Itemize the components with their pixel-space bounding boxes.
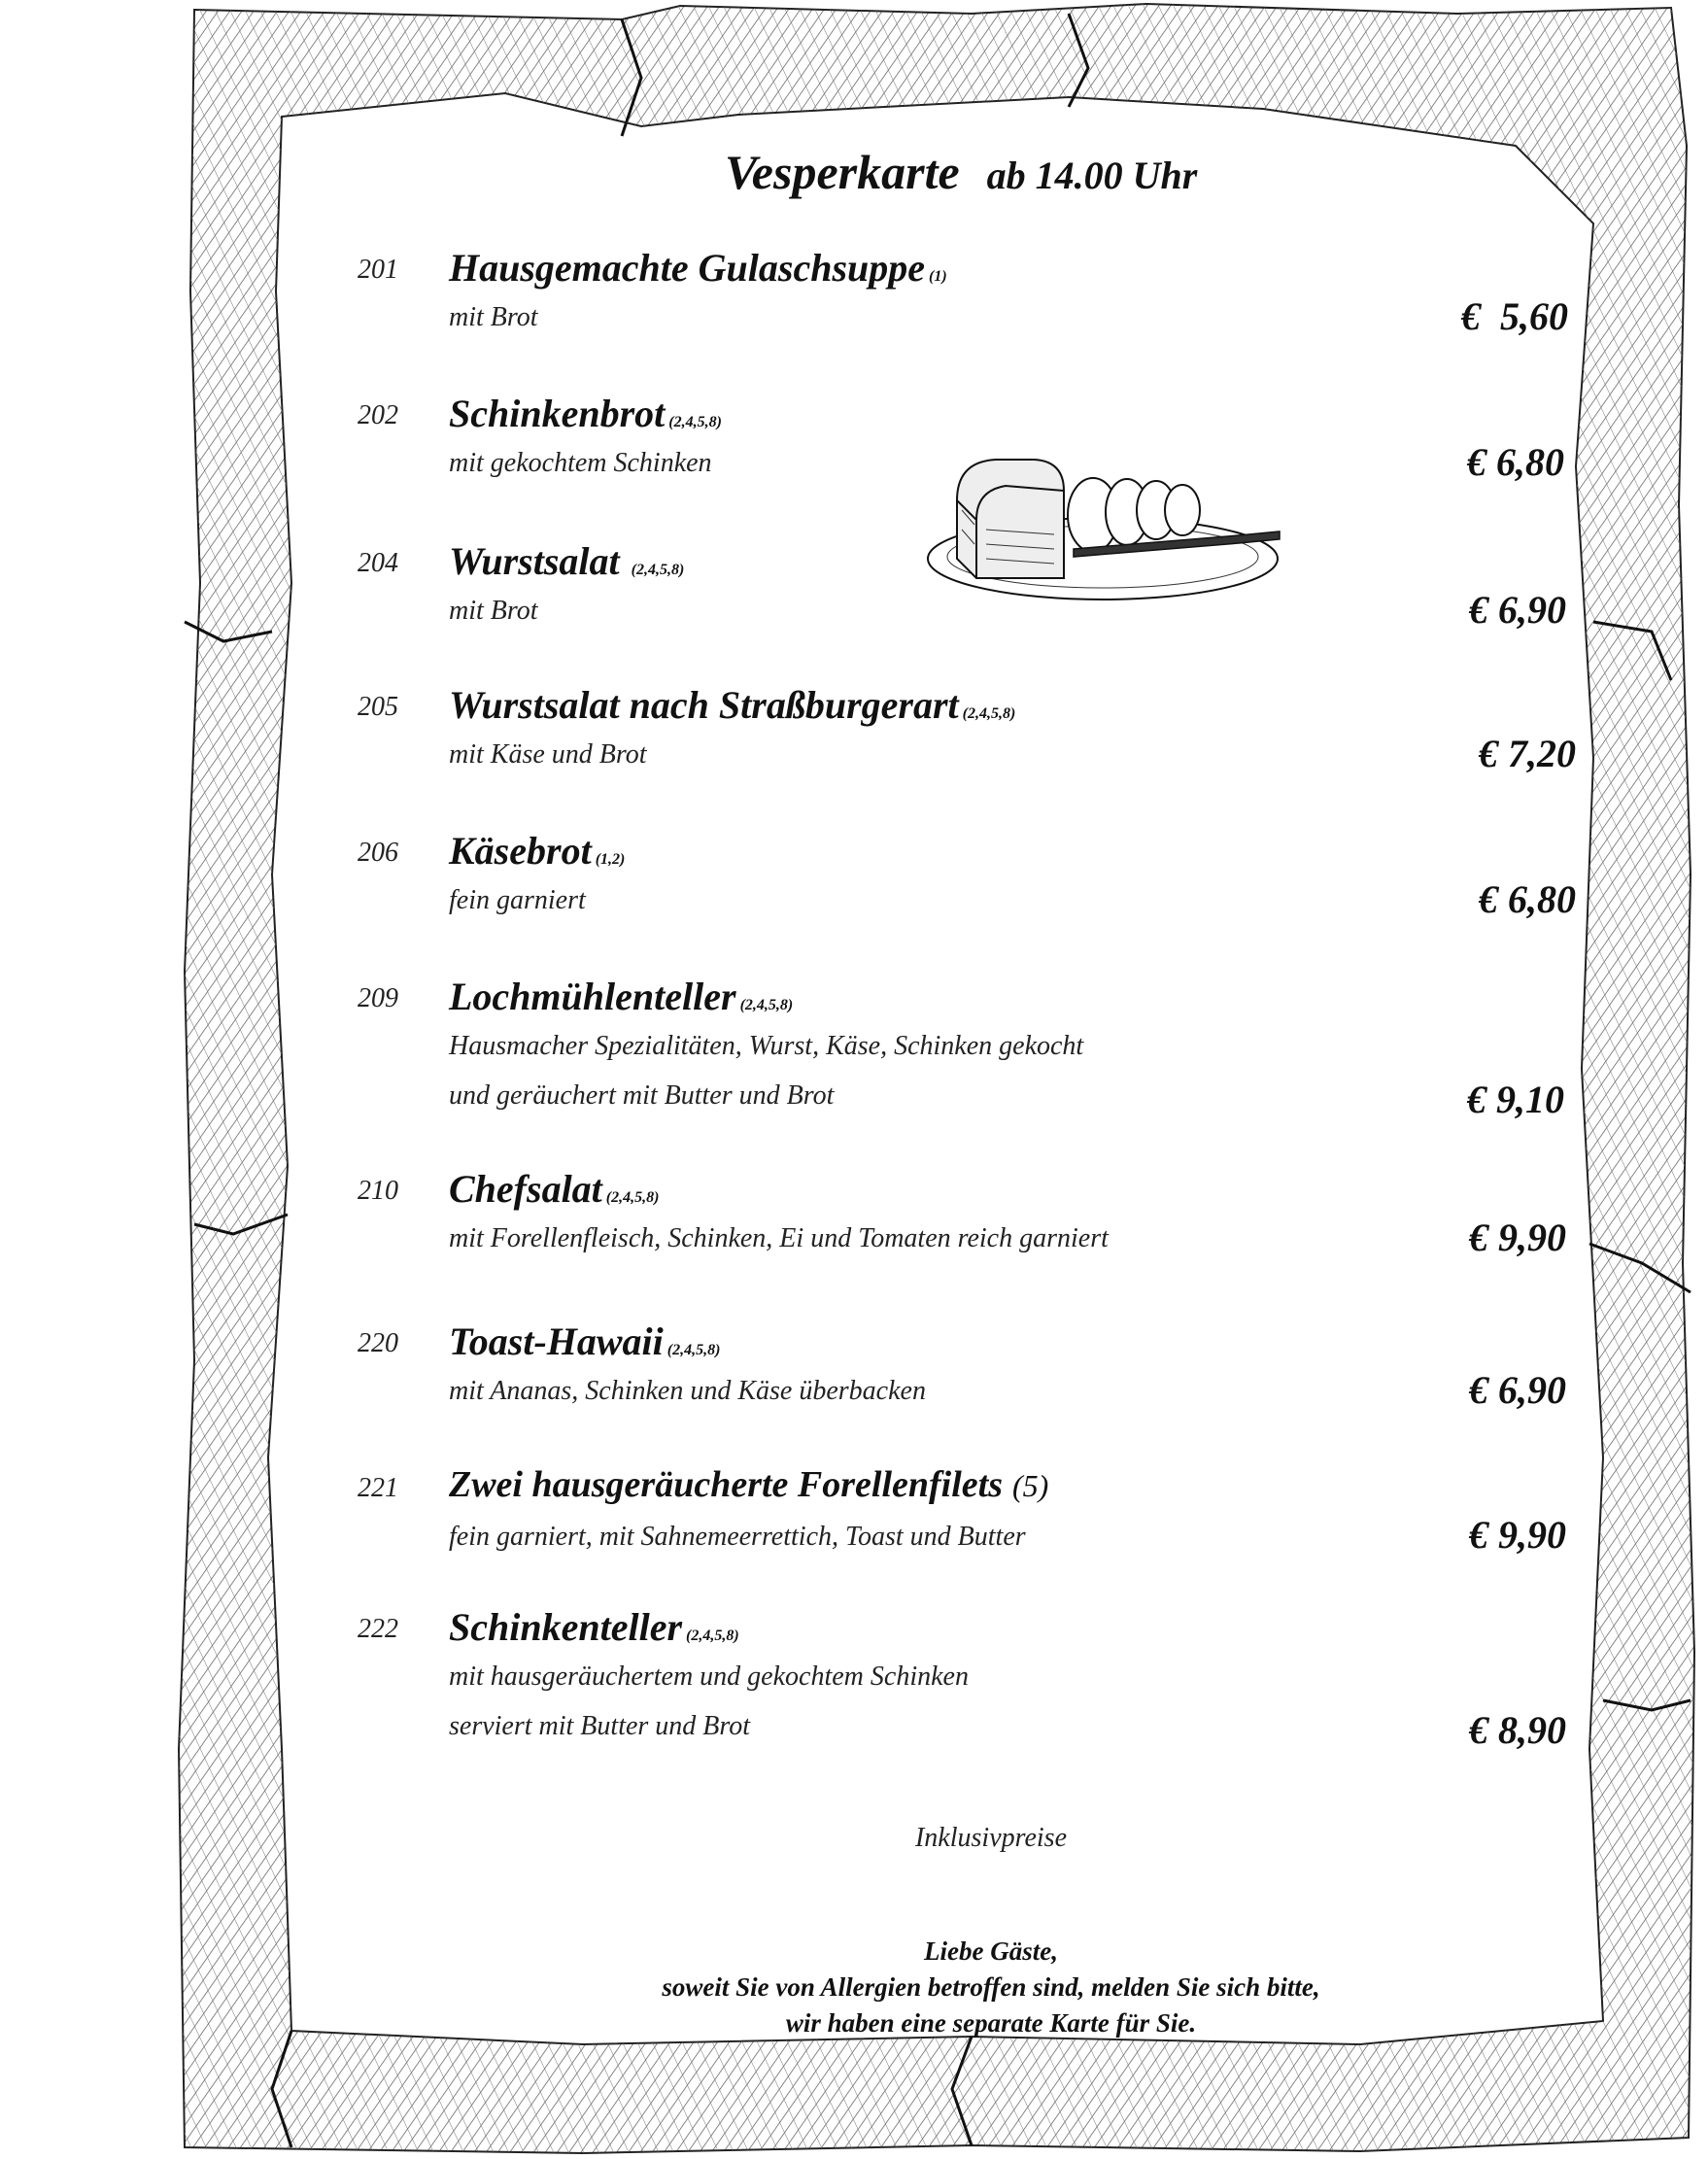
item-description: mit Ananas, Schinken und Käse überbacken [449, 1376, 926, 1406]
item-number: 220 [358, 1328, 398, 1358]
item-allergens: (2,4,5,8) [962, 705, 1016, 722]
item-price: € 6,90 [1469, 588, 1566, 632]
item-name: Wurstsalat (2,4,5,8) [449, 539, 685, 583]
item-allergens: (2,4,5,8) [666, 1342, 721, 1358]
item-name: Wurstsalat nach Straßburgerart (2,4,5,8) [449, 683, 1016, 727]
item-description: mit Brot [449, 302, 538, 332]
item-number: 210 [358, 1176, 398, 1206]
item-number: 202 [358, 400, 398, 430]
item-description: mit Forellenfleisch, Schinken, Ei und Tomaten reich garniert [449, 1223, 1109, 1253]
item-allergens: (2,4,5,8) [631, 562, 685, 578]
item-price: € 8,90 [1469, 1708, 1566, 1752]
item-allergens: (2,4,5,8) [686, 1628, 739, 1644]
title-main: Vesperkarte [725, 145, 960, 199]
item-description: mit gekochtem Schinken [449, 448, 712, 478]
item-number: 205 [358, 692, 398, 722]
item-description: mit hausgeräuchertem und gekochtem Schinken [449, 1662, 969, 1692]
page-title [725, 144, 1197, 200]
item-description: und geräuchert mit Butter und Brot [449, 1080, 835, 1111]
item-description: mit Brot [449, 596, 538, 626]
title-subtitle: ab 14.00 Uhr [986, 154, 1198, 197]
item-allergens: (1) [929, 268, 947, 285]
item-description: fein garniert [449, 885, 586, 915]
item-allergens: (2,4,5,8) [668, 414, 722, 430]
bread-loaf-icon [918, 442, 1297, 607]
item-price: € 9,90 [1469, 1216, 1566, 1259]
allergy-line: soweit Sie von Allergien betroffen sind, melden Sie sich bitte, [662, 1972, 1320, 2002]
item-description: serviert mit Butter und Brot [449, 1711, 751, 1741]
allergy-line: wir haben eine separate Karte für Sie. [785, 2008, 1197, 2038]
item-number: 209 [358, 983, 398, 1013]
allergy-notice [0, 1934, 1708, 2041]
item-price: € 6,80 [1467, 440, 1564, 484]
item-price: € 7,20 [1479, 732, 1576, 775]
item-name: Hausgemachte Gulaschsuppe (1) [449, 246, 947, 290]
item-name: Schinkenteller (2,4,5,8) [449, 1605, 739, 1649]
item-price: € 5,60 [1461, 294, 1568, 338]
item-allergens: (2,4,5,8) [605, 1189, 660, 1206]
item-name: Chefsalat (2,4,5,8) [449, 1167, 660, 1211]
item-number: 206 [358, 838, 398, 868]
item-allergens: (5) [1012, 1468, 1049, 1503]
item-name: Zwei hausgeräucherte Forellenfilets (5) [449, 1464, 1049, 1505]
price-note: Inklusivpreise [914, 1823, 1068, 1853]
item-price: € 9,90 [1469, 1513, 1566, 1557]
item-name: Käsebrot (1,2) [449, 829, 626, 873]
item-description: mit Käse und Brot [449, 739, 647, 770]
item-number: 221 [358, 1473, 398, 1503]
item-number: 201 [358, 255, 398, 285]
item-name: Toast-Hawaii (2,4,5,8) [449, 1319, 721, 1363]
allergy-line: Liebe Gäste, [924, 1936, 1058, 1966]
item-description: Hausmacher Spezialitäten, Wurst, Käse, Schinken gekocht [449, 1031, 1084, 1061]
item-allergens: (2,4,5,8) [739, 997, 794, 1013]
item-price: € 9,10 [1467, 1078, 1564, 1121]
item-description: fein garniert, mit Sahnemeerrettich, Toast und Butter [449, 1522, 1026, 1552]
item-number: 204 [358, 548, 398, 578]
item-name: Schinkenbrot (2,4,5,8) [449, 392, 722, 435]
item-price: € 6,90 [1469, 1368, 1566, 1412]
item-price: € 6,80 [1479, 877, 1576, 921]
item-number: 222 [358, 1614, 398, 1644]
item-name: Lochmühlenteller (2,4,5,8) [449, 975, 794, 1018]
item-allergens: (1,2) [595, 851, 626, 868]
